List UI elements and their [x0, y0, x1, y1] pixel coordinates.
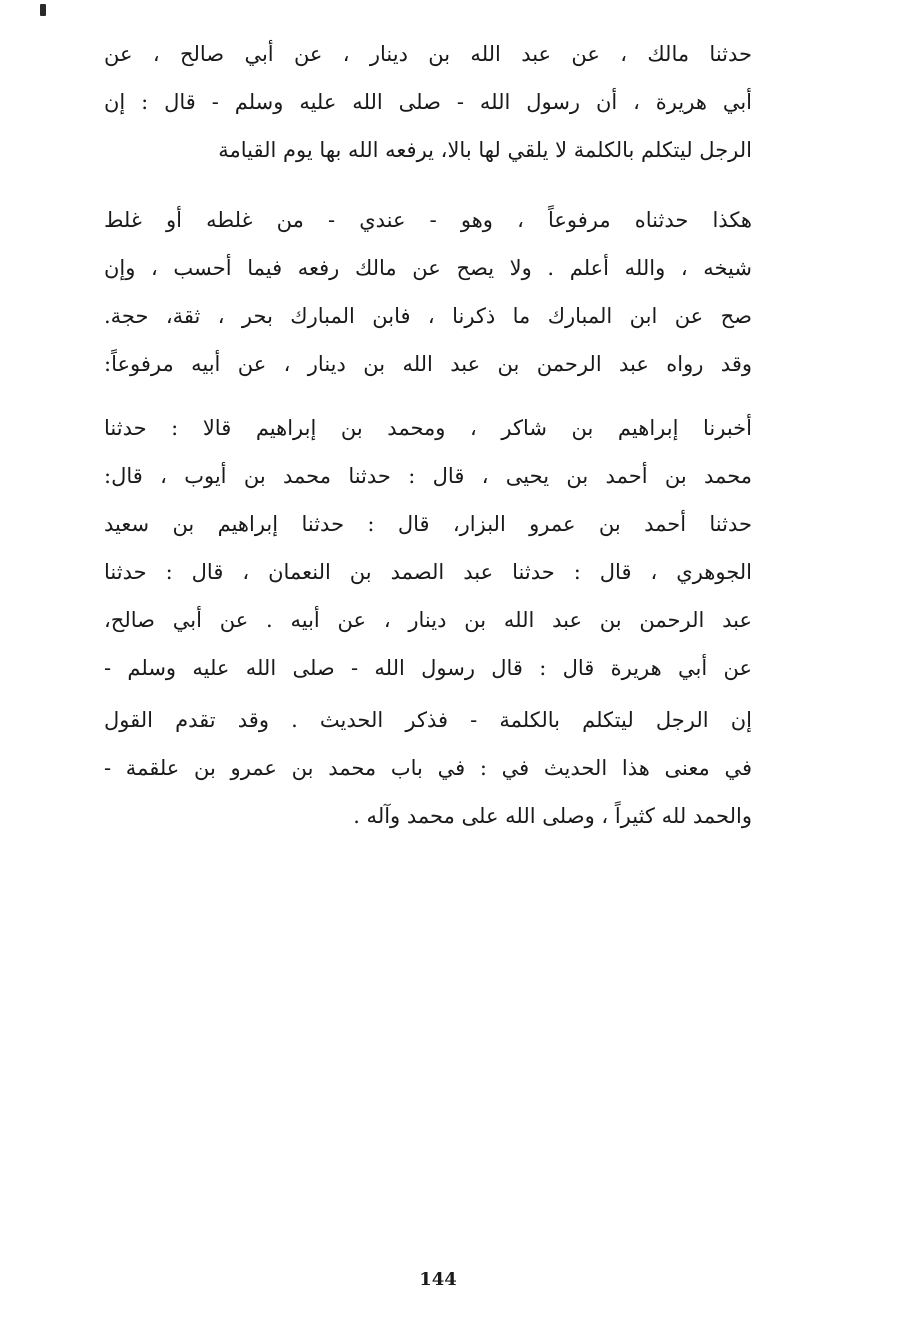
- text-line: صح عن ابن المبارك ما ذكرنا ، فابن المبارك بحر ، ثقة، حجة.: [104, 304, 752, 328]
- paragraph-1: [104, 30, 752, 174]
- text-line: هكذا حدثناه مرفوعاً ، وهو - عندي - من غلطه أو غلط: [104, 208, 752, 232]
- text-line: حدثنا أحمد بن عمرو البزار، قال : حدثنا إبراهيم بن سعيد: [104, 512, 752, 536]
- text-line: عبد الرحمن بن عبد الله بن دينار ، عن أبيه . عن أبي صالح،: [104, 608, 752, 632]
- paragraph-3: [104, 404, 752, 692]
- text-line: الرجل ليتكلم بالكلمة لا يلقي لها بالا، يرفعه الله بها يوم القيامة: [218, 138, 752, 162]
- paragraph-4: [104, 696, 752, 840]
- text-line: شيخه ، والله أعلم . ولا يصح عن مالك رفعه فيما أحسب ، وإن: [104, 256, 752, 280]
- text-line: أبي هريرة ، أن رسول الله - صلى الله عليه وسلم - قال : إن: [104, 90, 752, 114]
- text-line: الجوهري ، قال : حدثنا عبد الصمد بن النعمان ، قال : حدثنا: [104, 560, 752, 584]
- text-line: في معنى هذا الحديث في : في باب محمد بن عمرو بن علقمة -: [104, 756, 752, 780]
- paragraph-2: [104, 196, 752, 388]
- text-line: والحمد لله كثيراً ، وصلى الله على محمد وآله .: [353, 804, 752, 828]
- text-line: محمد بن أحمد بن يحيى ، قال : حدثنا محمد بن أيوب ، قال:: [104, 464, 752, 488]
- page-number: 144: [419, 1269, 457, 1290]
- text-line: حدثنا مالك ، عن عبد الله بن دينار ، عن أبي صالح ، عن: [104, 42, 752, 66]
- text-line: عن أبي هريرة قال : قال رسول الله - صلى الله عليه وسلم -: [104, 656, 752, 680]
- text-line: وقد رواه عبد الرحمن بن عبد الله بن دينار ، عن أبيه مرفوعاً:: [104, 352, 752, 376]
- text-line: أخبرنا إبراهيم بن شاكر ، ومحمد بن إبراهيم قالا : حدثنا: [104, 416, 752, 440]
- scan-speck: [40, 4, 46, 16]
- text-line: إن الرجل ليتكلم بالكلمة - فذكر الحديث . وقد تقدم القول: [104, 708, 752, 732]
